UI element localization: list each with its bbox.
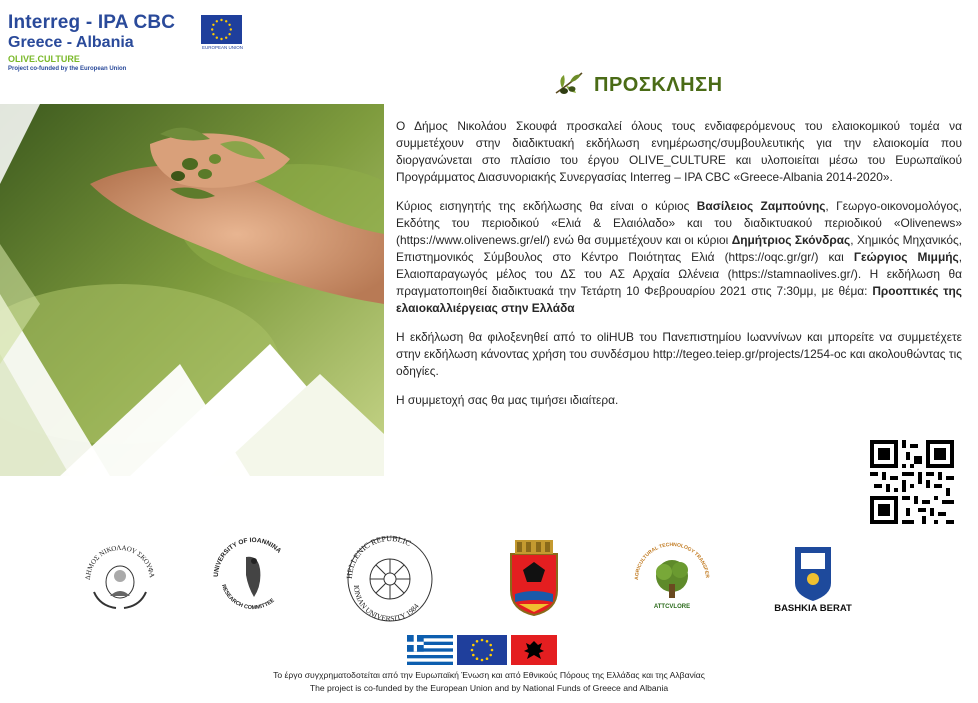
albania-flag-icon xyxy=(511,635,557,665)
paragraph-link: Η εκδήλωση θα φιλοξενηθεί από το oliHUB του Πανεπιστημίου Ιωαννίνων και μπορείτε να συμμετέχετε στην εκδήλωση κάνοντας χρήση του συνδέσμου http://tegeo.teiep.gr/projects/1254-oc και ακολουθώντας τις οδηγίες. xyxy=(396,330,962,378)
invitation-body xyxy=(396,118,962,421)
svg-text:RESEARCH COMMITTEE: RESEARCH COMMITTEE xyxy=(220,583,276,612)
eu-flag-icon xyxy=(201,15,242,44)
olive-branch-icon xyxy=(552,69,586,102)
event-topic: Προοπτικές της ελαιοκαλλιέργειας στην Ελλάδα xyxy=(396,284,962,315)
svg-text:ATTCVLORE: ATTCVLORE xyxy=(653,604,691,610)
dimos-nikolaou-skoufa-logo xyxy=(80,540,160,617)
atc-vlore-logo xyxy=(634,540,710,617)
speaker-name: Γεώργιος Μιμμής xyxy=(853,250,959,264)
program-title: Interreg - IPA CBC xyxy=(8,12,176,33)
hero-olive-image xyxy=(0,104,384,476)
program-subtitle: Greece - Albania xyxy=(8,34,134,51)
ionian-university-logo xyxy=(344,533,436,628)
funding-statement-english: The project is co-funded by the European Union and by National Funds of Greece and Albania xyxy=(309,683,669,693)
speaker-name: Δημήτριος Σκόνδρας xyxy=(731,233,851,247)
svg-text:UNIVERSITY OF IOANNINA: UNIVERSITY OF IOANNINA xyxy=(212,536,283,578)
eu-flag-icon xyxy=(457,635,507,665)
university-of-ioannina-logo xyxy=(210,535,296,620)
invitation-heading xyxy=(552,70,723,100)
speaker-name: Βασίλειος Ζαμπούνης xyxy=(696,199,826,213)
qr-code-icon[interactable] xyxy=(870,440,954,524)
funding-flags xyxy=(407,635,557,665)
eu-label: EUROPEAN UNION xyxy=(201,45,243,50)
paragraph-speakers: Κύριος εισηγητής της εκδήλωσης θα είναι ο κύριος Βασίλειος Ζαμπούνης, Γεωργο-οικονομολόγος, Εκδότης του περιοδικού «Ελιά & Ελαιόλαδο» και του διαδικτυακού περιοδικού «Olivenews» (https://www.olivenews.gr/el/) ενώ θα συμμετέχουν και οι κύριοι Δημήτριος Σκόνδρας, Χημικός Μηχανικός, Επιστημονικός Σύμβουλος στο Κέντρο Ποιότητας Ελιά (https://oqc.gr/gr/) και Γεώργιος Μιμμής, Ελαιοπαραγωγός μέλος του ΔΣ του ΑΣ Αρχαία Ωλένεια (https://stamnaolives.gr/). Η εκδήλωση θα πραγματοποιηθεί διαδικτυακά την Τετάρτη 10 Φεβρουαρίου 2021 στις 7:30μμ, με θέμα: Προοπτικές της ελαιοκαλλιέργειας στην Ελλάδα xyxy=(396,199,962,315)
svg-text:ΔΗΜΟΣ ΝΙΚΟΛΑΟΥ ΣΚΟΥΦΑ: ΔΗΜΟΣ ΝΙΚΟΛΑΟΥ ΣΚΟΥΦΑ xyxy=(83,543,156,581)
paragraph-intro: Ο Δήμος Νικολάου Σκουφά προσκαλεί όλους τους ενδιαφερόμενους του ελαιοκομικού τομέα να συμμετέχουν στην διαδικτυακή εκδήλωση ενημέρωσης/συμβουλευτικής για την ελαιοκομία που διοργανώνεται στο πλαίσιο του έργου OLIVE_CULTURE και υλοποιείται μέσω του Ευρωπαϊκού Προγράμματος Διασυνοριακής Συνεργασίας Interreg – IPA CBC «Greece-Albania 2014-2020». xyxy=(396,119,962,184)
svg-text:BASHKIA BERAT: BASHKIA BERAT xyxy=(774,603,852,613)
funding-statement-greek: Το έργο συγχρηματοδοτείται από την Ευρωπαϊκή Ένωση και από Εθνικούς Πόρους της Ελλάδας και της Αλβανίας xyxy=(273,670,705,680)
project-brand: OLIVE.CULTURE xyxy=(8,54,80,64)
heading-text: ΠΡΟΣΚΛΗΣΗ xyxy=(594,73,723,96)
greece-flag-icon xyxy=(407,635,453,665)
svg-text:AGRICULTURAL TECHNOLOGY TRANSF: AGRICULTURAL TECHNOLOGY TRANSFER xyxy=(634,541,710,581)
cofunded-note: Project co-funded by the European Union xyxy=(8,66,127,72)
municipality-coat-of-arms-logo xyxy=(509,540,559,621)
svg-text:HELLENIC REPUBLIC: HELLENIC REPUBLIC xyxy=(344,533,413,580)
svg-text:IONIAN UNIVERSITY 1984: IONIAN UNIVERSITY 1984 xyxy=(351,584,421,623)
bashkia-berat-logo xyxy=(768,545,858,618)
paragraph-closing: Η συμμετοχή σας θα μας τιμήσει ιδιαίτερα. xyxy=(396,393,619,407)
